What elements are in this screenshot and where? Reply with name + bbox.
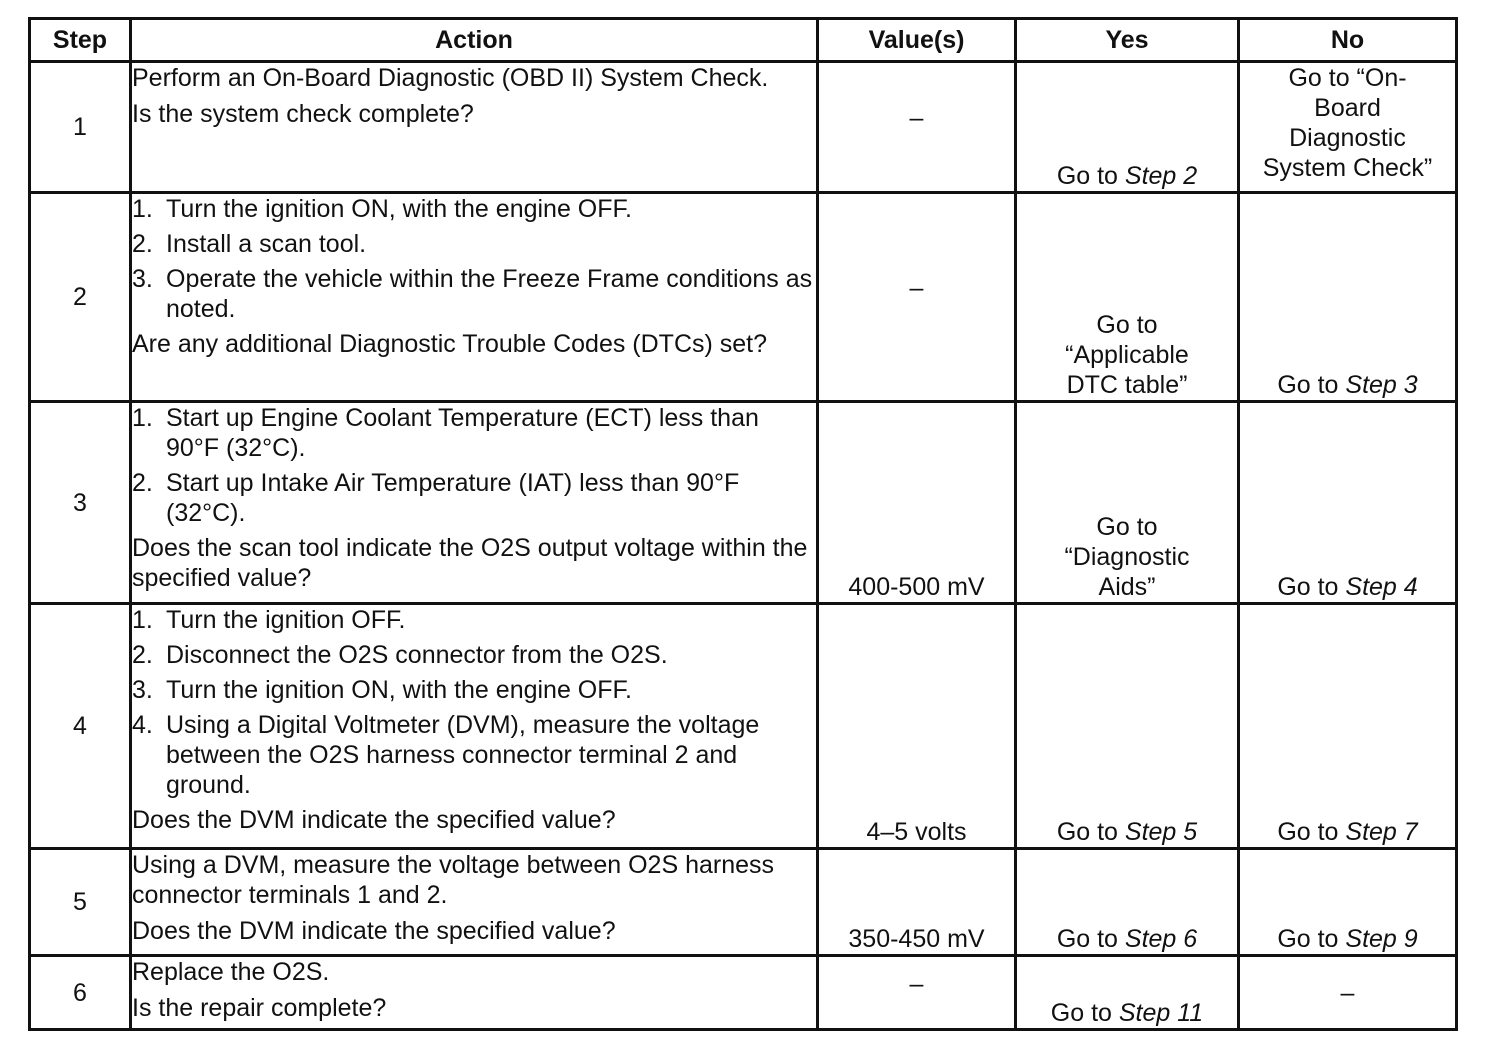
no-step-ref: Step 7: [1345, 818, 1418, 846]
action-question: Is the system check complete?: [132, 100, 474, 128]
action-question: Does the DVM indicate the specified value?: [132, 917, 616, 945]
yes-text: Go to: [1056, 818, 1125, 846]
value-cell: –: [818, 193, 1016, 402]
step-number: 6: [30, 956, 131, 1030]
action-step-number: 1.: [132, 195, 153, 223]
action-step-number: 1.: [132, 606, 153, 634]
yes-step-ref: Step 2: [1124, 162, 1198, 190]
action-intro: Using a DVM, measure the voltage between O2S harness connector terminals 1 and 2.: [132, 851, 775, 909]
yes-line: Aids”: [1098, 573, 1156, 601]
action-step-text: Operate the vehicle within the Freeze Frame conditions as noted.: [166, 265, 813, 323]
action-cell: [131, 62, 818, 193]
table-row: [30, 402, 1457, 604]
action-steps: [132, 194, 816, 324]
action-question: Does the DVM indicate the specified value?: [132, 806, 616, 834]
action-step: [132, 229, 816, 259]
no-line: Board: [1314, 94, 1381, 122]
action-step: [132, 194, 816, 224]
action-step: [132, 675, 816, 705]
no-cell: [1239, 849, 1457, 956]
action-cell: [131, 604, 818, 849]
action-intro: Replace the O2S.: [132, 958, 330, 986]
table-row: [30, 956, 1457, 1030]
action-step: [132, 710, 816, 800]
action-step: [132, 468, 816, 528]
no-cell: [1239, 193, 1457, 402]
diagnostic-table: [28, 17, 1458, 1031]
no-text: Go to: [1277, 573, 1346, 601]
action-step-number: 1.: [132, 404, 153, 432]
yes-cell: [1016, 604, 1239, 849]
action-step-text: Turn the ignition OFF.: [166, 606, 406, 634]
no-line: Diagnostic: [1289, 124, 1406, 152]
action-step: [132, 605, 816, 635]
action-step-number: 2.: [132, 230, 153, 258]
action-step-text: Turn the ignition ON, with the engine OFF.: [166, 676, 632, 704]
table-row: [30, 193, 1457, 402]
yes-line: DTC table”: [1066, 371, 1188, 399]
action-step-number: 2.: [132, 469, 153, 497]
step-number: 1: [30, 62, 131, 193]
yes-text: Go to: [1050, 999, 1119, 1027]
header-action: Action: [131, 19, 818, 62]
action-step-text: Start up Intake Air Temperature (IAT) less than 90°F (32°C).: [166, 469, 740, 527]
table-row: [30, 62, 1457, 193]
action-question: Does the scan tool indicate the O2S output voltage within the specified value?: [132, 534, 808, 592]
no-step-ref: Step 9: [1345, 925, 1418, 953]
header-values: Value(s): [818, 19, 1016, 62]
action-step-number: 2.: [132, 641, 153, 669]
action-step-number: 3.: [132, 265, 153, 293]
header-yes: Yes: [1016, 19, 1239, 62]
yes-cell: [1016, 849, 1239, 956]
table-row: [30, 849, 1457, 956]
action-step: [132, 640, 816, 670]
value-cell: 350-450 mV: [818, 849, 1016, 956]
header-no: No: [1239, 19, 1457, 62]
yes-line: Go to: [1096, 311, 1158, 339]
action-step: [132, 264, 816, 324]
no-line: System Check”: [1262, 154, 1433, 182]
action-question: Is the repair complete?: [132, 994, 387, 1022]
action-question: Are any additional Diagnostic Trouble Codes (DTCs) set?: [132, 330, 768, 358]
step-number: 2: [30, 193, 131, 402]
no-line: Go to “On-: [1288, 64, 1407, 92]
action-step-text: Using a Digital Voltmeter (DVM), measure the voltage between the O2S harness connector terminal 2 and ground.: [166, 711, 760, 799]
yes-step-ref: Step 5: [1124, 818, 1198, 846]
value-cell: –: [818, 956, 1016, 1030]
action-steps: [132, 605, 816, 800]
yes-cell: [1016, 193, 1239, 402]
no-text: Go to: [1277, 371, 1346, 399]
no-text: Go to: [1277, 925, 1346, 953]
yes-text: Go to: [1056, 925, 1125, 953]
header-step: Step: [30, 19, 131, 62]
action-cell: [131, 193, 818, 402]
action-cell: [131, 849, 818, 956]
yes-line: “Diagnostic: [1064, 543, 1190, 571]
no-cell: –: [1239, 956, 1457, 1030]
action-cell: [131, 956, 818, 1030]
action-steps: [132, 403, 816, 528]
yes-cell: [1016, 956, 1239, 1030]
yes-step-ref: Step 6: [1124, 925, 1198, 953]
yes-text: Go to: [1056, 162, 1125, 190]
value-cell: 400-500 mV: [818, 402, 1016, 604]
no-cell: [1239, 604, 1457, 849]
step-number: 4: [30, 604, 131, 849]
action-intro: Perform an On-Board Diagnostic (OBD II) System Check.: [132, 64, 769, 92]
yes-line: Go to: [1096, 513, 1158, 541]
yes-line: “Applicable: [1065, 341, 1189, 369]
action-step-number: 4.: [132, 711, 153, 739]
value-cell: –: [818, 62, 1016, 193]
action-step: [132, 403, 816, 463]
action-step-number: 3.: [132, 676, 153, 704]
step-number: 3: [30, 402, 131, 604]
yes-cell: [1016, 62, 1239, 193]
table-row: [30, 604, 1457, 849]
step-number: 5: [30, 849, 131, 956]
no-step-ref: Step 4: [1345, 573, 1418, 601]
no-cell: [1239, 402, 1457, 604]
no-step-ref: Step 3: [1345, 371, 1418, 399]
header-row: [30, 19, 1457, 62]
action-step-text: Disconnect the O2S connector from the O2S.: [166, 641, 668, 669]
yes-cell: [1016, 402, 1239, 604]
action-cell: [131, 402, 818, 604]
action-step-text: Start up Engine Coolant Temperature (ECT) less than 90°F (32°C).: [166, 404, 759, 462]
yes-step-ref: Step 11: [1118, 999, 1204, 1027]
action-step-text: Install a scan tool.: [166, 230, 367, 258]
value-cell: 4–5 volts: [818, 604, 1016, 849]
no-cell: [1239, 62, 1457, 193]
action-step-text: Turn the ignition ON, with the engine OFF.: [166, 195, 632, 223]
no-text: Go to: [1277, 818, 1346, 846]
